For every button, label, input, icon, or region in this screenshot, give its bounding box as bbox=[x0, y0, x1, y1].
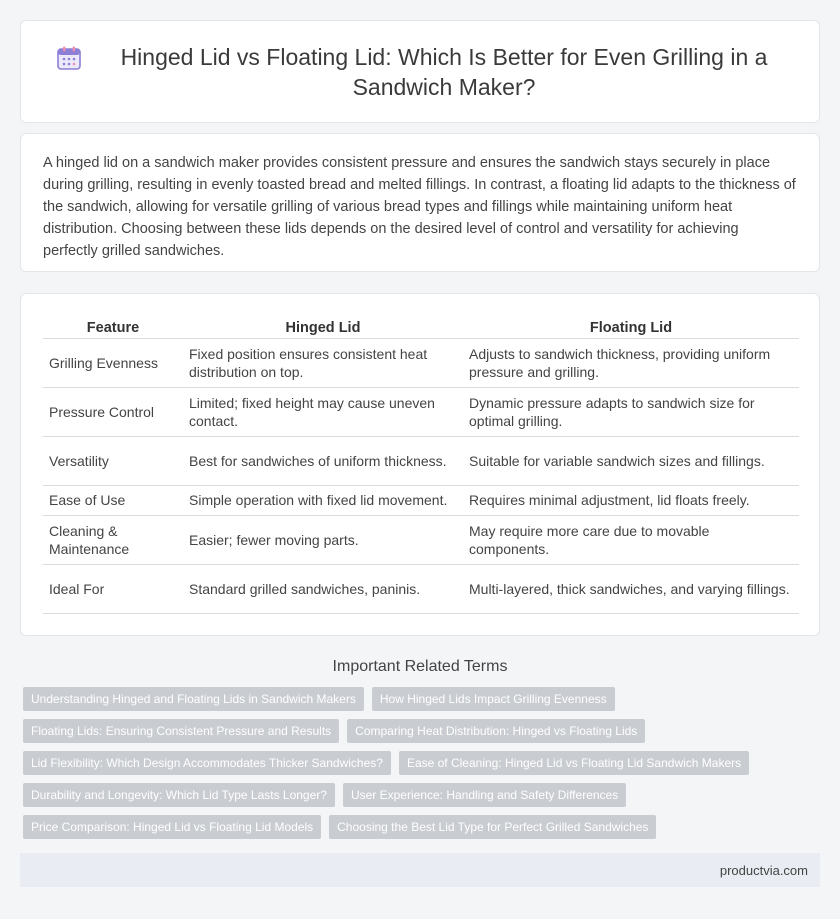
header-hinged-lid: Hinged Lid bbox=[183, 318, 463, 338]
hinged-cell: Limited; fixed height may cause uneven contact. bbox=[183, 387, 463, 436]
related-term-link[interactable]: Comparing Heat Distribution: Hinged vs Floating Lids bbox=[347, 719, 645, 743]
related-term-link[interactable]: How Hinged Lids Impact Grilling Evenness bbox=[372, 687, 615, 711]
table-header-row bbox=[43, 318, 799, 338]
floating-cell: Adjusts to sandwich thickness, providing uniform pressure and grilling. bbox=[463, 338, 799, 387]
footer-site-name[interactable]: productvia.com bbox=[719, 862, 808, 878]
hinged-cell: Best for sandwiches of uniform thickness. bbox=[183, 436, 463, 485]
table-row bbox=[43, 387, 799, 436]
related-term-link[interactable]: User Experience: Handling and Safety Differences bbox=[343, 783, 626, 807]
header-inner bbox=[56, 42, 784, 102]
feature-cell: Versatility bbox=[43, 436, 183, 485]
related-term-link[interactable]: Durability and Longevity: Which Lid Type Lasts Longer? bbox=[23, 783, 335, 807]
calendar-icon bbox=[56, 45, 82, 71]
table-row bbox=[43, 436, 799, 485]
feature-cell: Cleaning & Maintenance bbox=[43, 515, 183, 564]
related-term-link[interactable]: Lid Flexibility: Which Design Accommodates Thicker Sandwiches? bbox=[23, 751, 391, 775]
hinged-cell: Fixed position ensures consistent heat distribution on top. bbox=[183, 338, 463, 387]
hinged-cell: Standard grilled sandwiches, paninis. bbox=[183, 564, 463, 613]
related-terms-list bbox=[20, 687, 820, 847]
feature-cell: Ideal For bbox=[43, 564, 183, 613]
feature-cell: Pressure Control bbox=[43, 387, 183, 436]
feature-cell: Grilling Evenness bbox=[43, 338, 183, 387]
feature-cell: Ease of Use bbox=[43, 485, 183, 515]
table-row bbox=[43, 515, 799, 564]
comparison-table bbox=[43, 318, 799, 614]
related-term-link[interactable]: Floating Lids: Ensuring Consistent Pressure and Results bbox=[23, 719, 339, 743]
header-floating-lid: Floating Lid bbox=[463, 318, 799, 338]
related-term-link[interactable]: Price Comparison: Hinged Lid vs Floating Lid Models bbox=[23, 815, 321, 839]
comparison-table-card bbox=[20, 293, 820, 636]
intro-text: A hinged lid on a sandwich maker provides consistent pressure and ensures the sandwich stays securely in place during grilling, resulting in evenly toasted bread and melted fillings. In contrast, a floating lid adapts to the thickness of the sandwich, allowing for versatile grilling of various bread types and fillings while maintaining uniform heat distribution. Choosing between these lids depends on the desired level of control and versatility for achieving perfectly grilled sandwiches. bbox=[43, 155, 796, 259]
floating-cell: Multi-layered, thick sandwiches, and varying fillings. bbox=[463, 564, 799, 613]
floating-cell: Dynamic pressure adapts to sandwich size for optimal grilling. bbox=[463, 387, 799, 436]
floating-cell: May require more care due to movable components. bbox=[463, 515, 799, 564]
hinged-cell: Simple operation with fixed lid movement. bbox=[183, 485, 463, 515]
hinged-cell: Easier; fewer moving parts. bbox=[183, 515, 463, 564]
related-term-link[interactable]: Understanding Hinged and Floating Lids in Sandwich Makers bbox=[23, 687, 364, 711]
intro-card bbox=[20, 133, 820, 272]
related-term-link[interactable]: Ease of Cleaning: Hinged Lid vs Floating Lid Sandwich Makers bbox=[399, 751, 749, 775]
related-terms-title: Important Related Terms bbox=[332, 658, 508, 675]
header-card bbox=[20, 20, 820, 123]
related-term-link[interactable]: Choosing the Best Lid Type for Perfect Grilled Sandwiches bbox=[329, 815, 656, 839]
table-row bbox=[43, 338, 799, 387]
floating-cell: Suitable for variable sandwich sizes and fillings. bbox=[463, 436, 799, 485]
header-feature: Feature bbox=[43, 318, 183, 338]
floating-cell: Requires minimal adjustment, lid floats freely. bbox=[463, 485, 799, 515]
table-row bbox=[43, 485, 799, 515]
footer bbox=[20, 853, 820, 887]
page-title: Hinged Lid vs Floating Lid: Which Is Better for Even Grilling in a Sandwich Maker? bbox=[120, 43, 768, 100]
table-row bbox=[43, 564, 799, 613]
